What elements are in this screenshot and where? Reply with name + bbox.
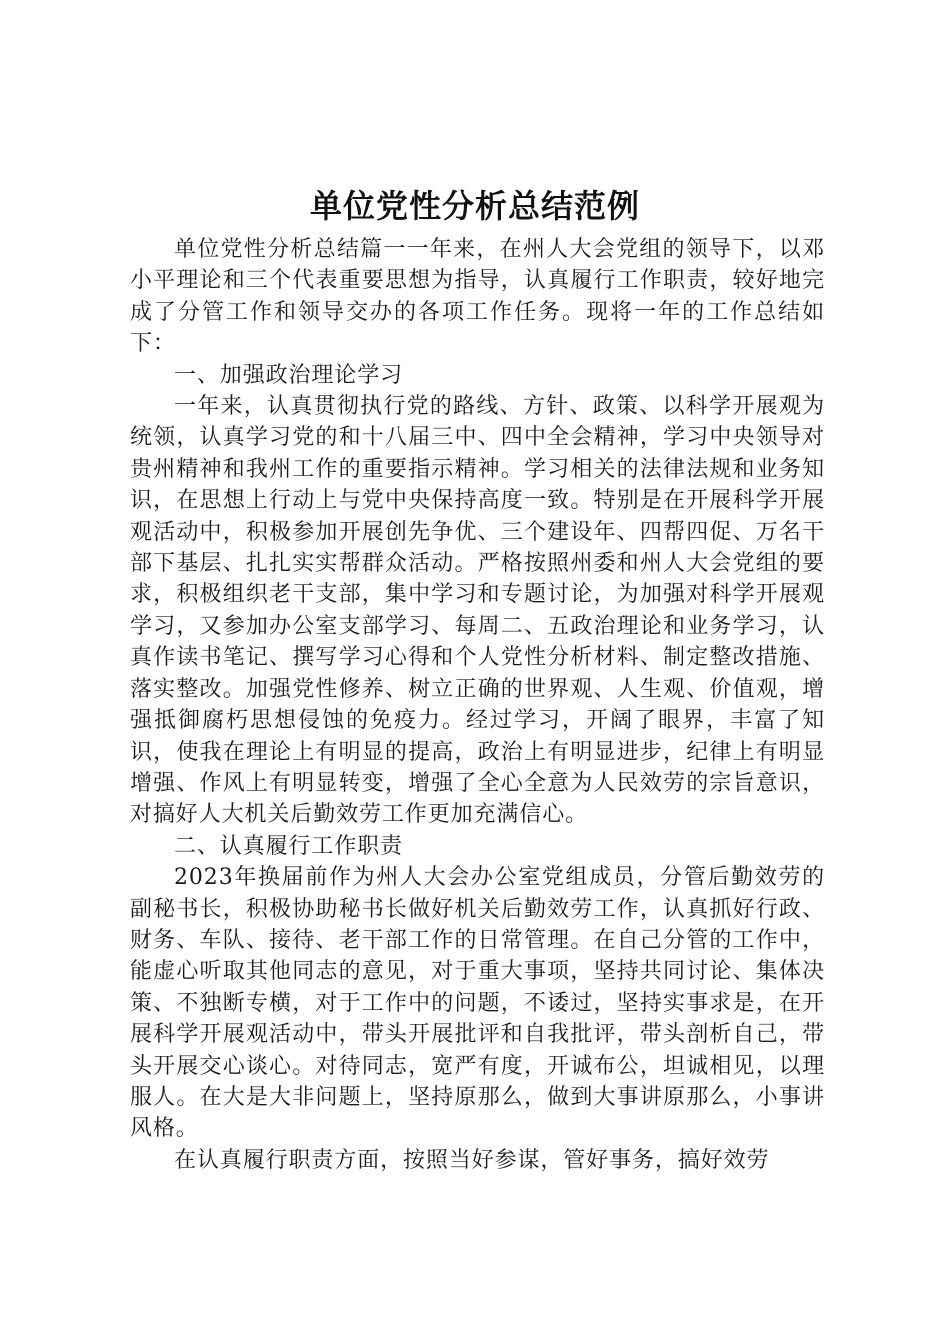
section-heading-1: 一、加强政治理论学习 — [174, 362, 404, 388]
paragraph-duties: 2023年换届前作为州人大会办公室党组成员，分管后勤效劳的副秘书长，积极协助秘书长做好机关后勤效劳工作，认真抓好行政、财务、车队、接待、老干部工作的日常管理。在自己分管的工作中，能虚心听取其他同志的意见，对于重大事项，坚持共同讨论、集体决策、不独断专横，对于工作中的问题，不诿过，坚持实事求是，在开展科学开展观活动中，带头开展批评和自我批评，带头剖析自己，带头开展交心谈心。对待同志，宽严有度，开诚布公，坦诚相见，以理服人。在大是大非问题上，坚持原那么，做到大事讲原那么，小事讲风格。 — [130, 865, 825, 1142]
document-body — [130, 234, 825, 1176]
paragraph-intro: 单位党性分析总结篇一一年来，在州人大会党组的领导下，以邓小平理论和三个代表重要思想为指导，认真履行工作职责，较好地完成了分管工作和领导交办的各项工作任务。现将一年的工作总结如下： — [130, 237, 825, 357]
paragraph-responsibility: 在认真履行职责方面，按照当好参谋，管好事务，搞好效劳 — [174, 1147, 770, 1173]
section-heading-2: 二、认真履行工作职责 — [174, 833, 404, 859]
paragraph-study: 一年来，认真贯彻执行党的路线、方针、政策、以科学开展观为统领，认真学习党的和十八届三中、四中全会精神，学习中央领导对贵州精神和我州工作的重要指示精神。学习相关的法律法规和业务知识，在思想上行动上与党中央保持高度一致。特别是在开展科学开展观活动中，积极参加开展创先争优、三个建设年、四帮四促、万名干部下基层、扎扎实实帮群众活动。严格按照州委和州人大会党组的要求，积极组织老干支部，集中学习和专题讨论，为加强对科学开展观学习，又参加办公室支部学习、每周二、五政治理论和业务学习，认真作读书笔记、撰写学习心得和个人党性分析材料、制定整改措施、落实整改。加强党性修养、树立正确的世界观、人生观、价值观，增强抵御腐朽思想侵蚀的免疫力。经过学习，开阔了眼界，丰富了知识，使我在理论上有明显的提高，政治上有明显进步，纪律上有明显增强、作风上有明显转变，增强了全心全意为人民效劳的宗旨意识，对搞好人大机关后勤效劳工作更加充满信心。 — [130, 394, 825, 828]
document-title: 单位党性分析总结范例 — [309, 187, 640, 225]
